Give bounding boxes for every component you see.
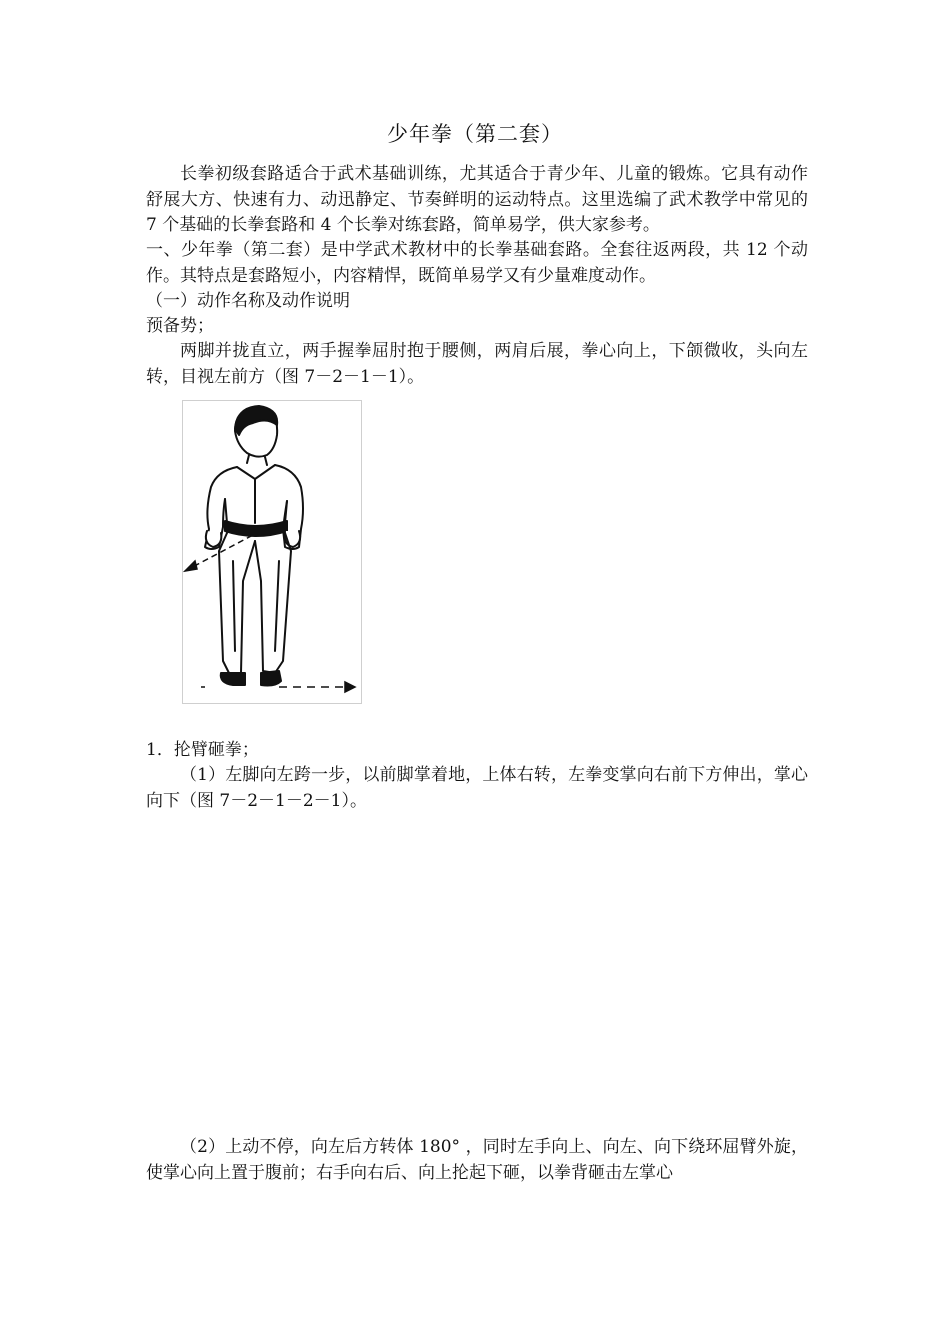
intro-paragraph-2: 一、少年拳（第二套）是中学武术教材中的长拳基础套路。全套往返两段，共 12 个动作。其特点是套路短小，内容精悍，既简单易学又有少量难度动作。 xyxy=(146,240,808,286)
move-1-step-2: （2）上动不停，向左后方转体 180° ，同时左手向上、向左、向下绕环屈臂外旋，使掌心向上置于腹前；右手向右后、向上抡起下砸，以拳背砸击左掌心 xyxy=(146,1137,808,1183)
standing-figure-illustration xyxy=(183,401,361,703)
intro-paragraph-1: 长拳初级套路适合于武术基础训练，尤其适合于青少年、儿童的锻炼。它具有动作舒展大方、快速有力、动迅静定、节奏鲜明的运动特点。这里选编了武术教学中常见的 7 个基础的长拳套路和 4 个长拳对练套路，简单易学，供大家参考。 xyxy=(146,164,808,235)
prep-label: 预备势； xyxy=(146,316,214,336)
prep-description: 两脚并拢直立，两手握拳屈肘抱于腰侧，两肩后展，拳心向上，下颌微收，头向左转，目视左前方（图 7－2－1－1）。 xyxy=(146,341,808,387)
move-1-step-1: （1）左脚向左跨一步，以前脚掌着地，上体右转，左拳变掌向右前下方伸出，掌心向下（图 7－2－1－2－1）。 xyxy=(146,765,808,811)
page-title: 少年拳（第二套） xyxy=(387,122,563,146)
figure-ready-stance xyxy=(182,400,362,704)
move-1-label: 1．抡臂砸拳； xyxy=(146,740,259,760)
section-heading: （一）动作名称及动作说明 xyxy=(146,291,350,311)
